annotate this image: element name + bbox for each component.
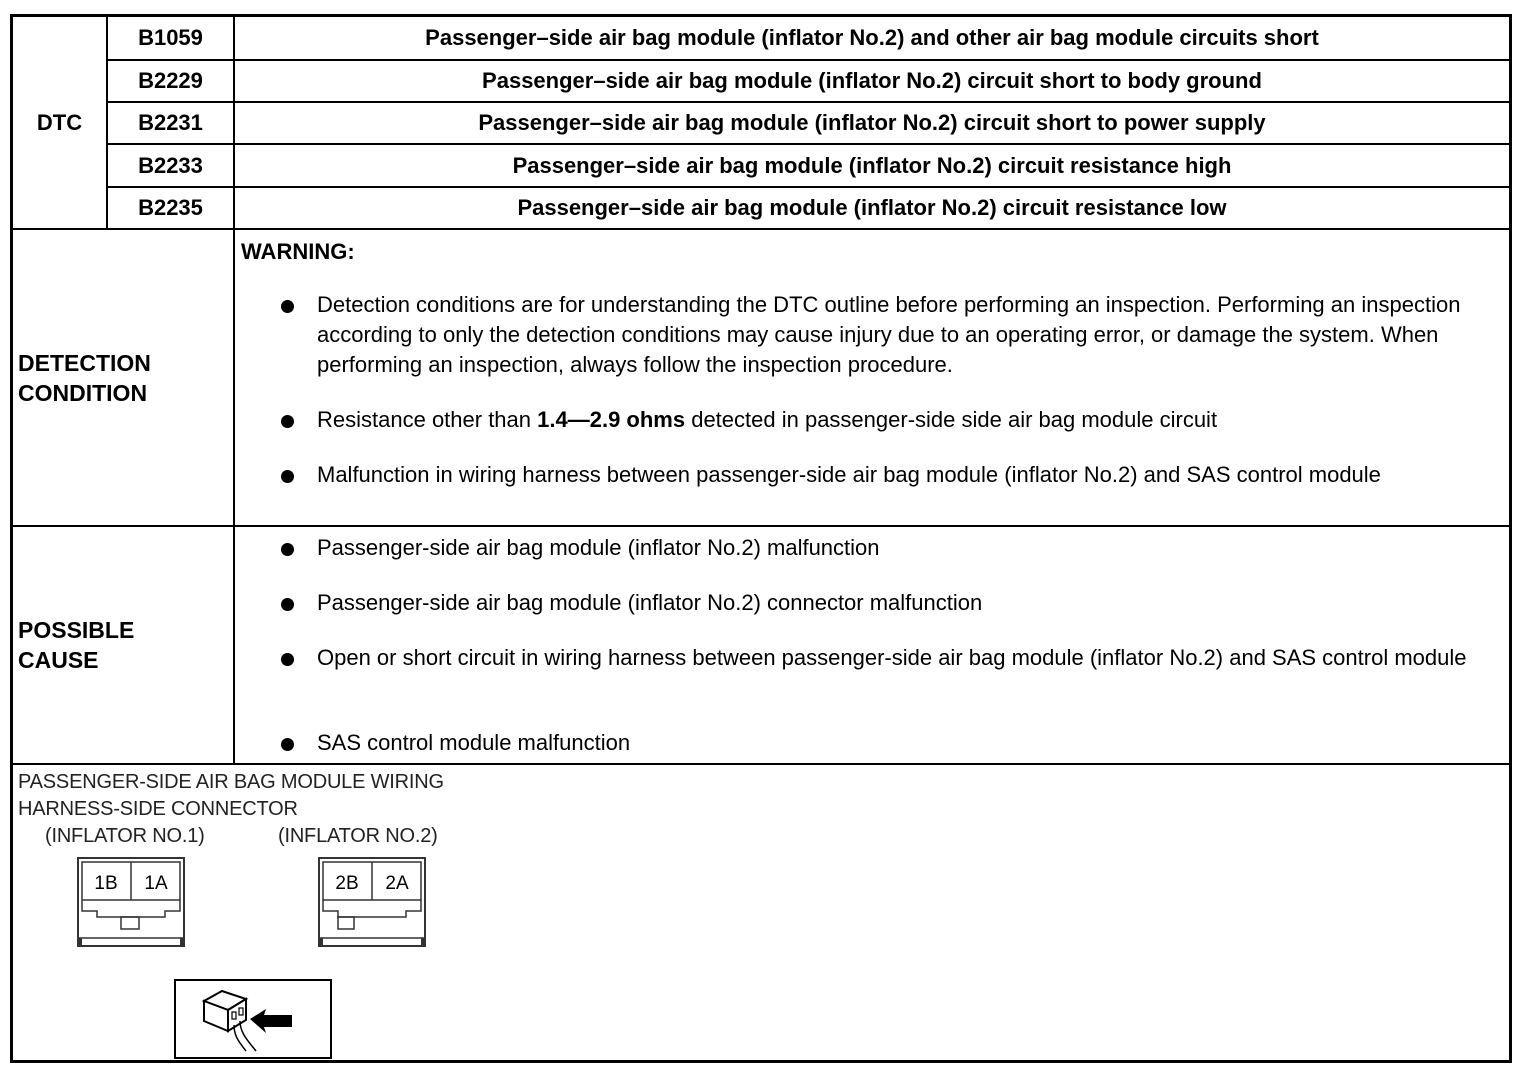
cause-text: SAS control module malfunction: [317, 730, 631, 755]
bullet-icon: [281, 415, 294, 428]
section-divider: [13, 525, 1509, 527]
detection-condition-label: [18, 348, 151, 408]
cause-text: Passenger-side air bag module (inflator No.2) connector malfunction: [317, 590, 983, 615]
dtc-description: Passenger–side air bag module (inflator No.2) and other air bag module circuits short: [425, 25, 1319, 50]
dtc-description: Passenger–side air bag module (inflator No.2) circuit resistance low: [517, 195, 1227, 220]
pin-label: 1B: [94, 873, 118, 894]
resistance-value: 1.4—2.9 ohms: [537, 407, 686, 432]
dtc-code: B2229: [138, 68, 203, 93]
connector-title: HARNESS-SIDE CONNECTOR: [18, 798, 298, 820]
resistance-condition: [317, 405, 1477, 435]
dtc-label: DTC: [36, 109, 83, 135]
dtc-description: Passenger–side air bag module (inflator No.2) circuit resistance high: [512, 152, 1232, 178]
section-divider: [13, 228, 1509, 230]
resistance-text: detected in passenger-side side air bag module circuit: [685, 407, 1218, 432]
inflator2-label: (INFLATOR NO.2): [278, 825, 438, 847]
label-line: CAUSE: [18, 647, 99, 673]
bullet-icon: [281, 598, 294, 611]
pin-label: 2A: [385, 873, 409, 894]
cause-text: Passenger-side air bag module (inflator No.2) malfunction: [317, 535, 880, 560]
inflator1-connector-diagram: [77, 857, 189, 949]
dtc-code: B2235: [138, 195, 203, 220]
warning-text: Detection conditions are for understanding the DTC outline before performing an inspection. Performing an inspection according to only the detection conditions may cause injury due to an operating error, or damage the system. When performing an inspection, always follow the inspection procedure.: [317, 292, 1461, 377]
label-line: DETECTION: [18, 350, 151, 376]
connector-title: PASSENGER-SIDE AIR BAG MODULE WIRING: [18, 771, 444, 793]
pin-label: 1A: [144, 873, 168, 894]
wiring-condition: Malfunction in wiring harness between passenger-side air bag module (inflator No.2) and SAS control module: [317, 462, 1381, 487]
dtc-code: B2233: [138, 152, 203, 178]
label-line: CONDITION: [18, 380, 148, 406]
bullet-icon: [281, 470, 294, 483]
harness-side-view-arrow-icon: [174, 979, 334, 1061]
bullet-icon: [281, 543, 294, 556]
bullet-icon: [281, 738, 294, 751]
dtc-code: B1059: [138, 25, 203, 50]
cause-text: Open or short circuit in wiring harness between passenger-side air bag module (inflator No.2) and SAS control module: [317, 645, 1467, 670]
section-divider: [13, 763, 1509, 765]
dtc-table: [10, 14, 1512, 1063]
inflator1-label: (INFLATOR NO.1): [45, 825, 205, 847]
possible-cause-label: [18, 615, 134, 675]
bullet-icon: [281, 300, 294, 313]
warning-heading: WARNING:: [241, 239, 355, 264]
label-line: POSSIBLE: [18, 617, 135, 643]
dtc-description: Passenger–side air bag module (inflator No.2) circuit short to power supply: [478, 110, 1266, 135]
resistance-text: Resistance other than: [317, 407, 538, 432]
dtc-description: Passenger–side air bag module (inflator No.2) circuit short to body ground: [482, 68, 1262, 93]
pin-label: 2B: [335, 873, 359, 894]
inflator2-connector-diagram: [318, 857, 430, 949]
bullet-icon: [281, 653, 294, 666]
dtc-code: B2231: [138, 110, 203, 135]
